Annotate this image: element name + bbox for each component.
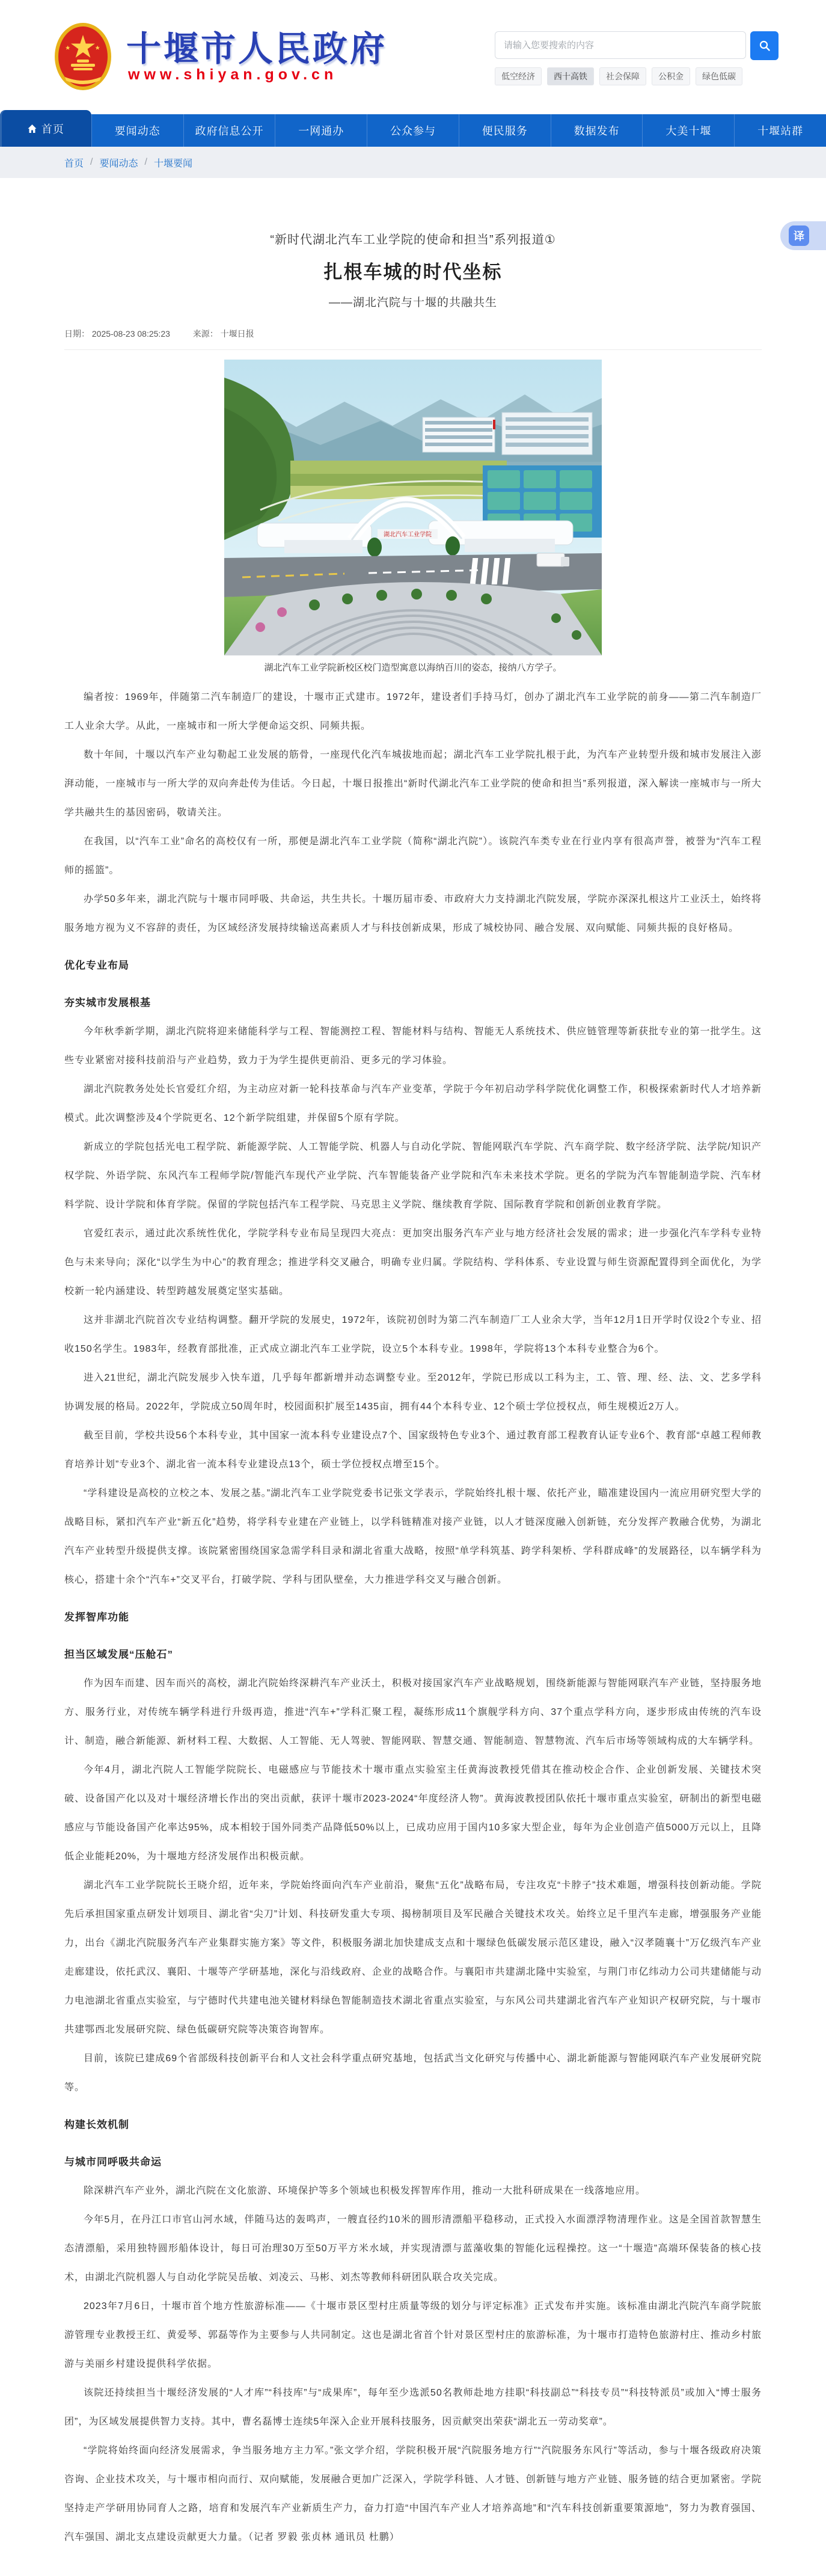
hot-word-tag[interactable]: 绿色低碳	[696, 67, 742, 85]
nav-item-8[interactable]	[734, 114, 826, 147]
hot-word-tag[interactable]: 社会保障	[599, 67, 646, 85]
article-paragraph: 数十年间，十堰以汽车产业勾勒起工业发展的筋骨，一座现代化汽车城拔地而起；湖北汽车工业学院扎根于此，为汽车产业转型升级和城市发展注入澎湃动能，一座城市与一所大学的双向奔赴传为佳话。今日起，十堰日报推出“新时代湖北汽车工业学院的使命和担当”系列报道，深入解读一座城市与一所大学共融共生的基因密码，敬请关注。	[64, 750, 762, 818]
search-box	[495, 31, 779, 60]
article-paragraph: 除深耕汽车产业外，湖北汽院在文化旅游、环境保护等多个领域也积极发挥智库作用，推动一大批科研成果在一线落地应用。	[84, 2186, 646, 2196]
main-nav	[0, 114, 826, 147]
nav-item-label: 要闻动态	[114, 125, 161, 137]
home-icon	[27, 124, 37, 133]
svg-text:湖北汽车工业学院: 湖北汽车工业学院	[384, 532, 432, 538]
site-header	[0, 0, 826, 114]
meta-divider	[64, 349, 762, 350]
breadcrumb-separator: /	[144, 157, 147, 167]
campus-photo	[64, 360, 762, 655]
translate-button[interactable]	[780, 221, 826, 250]
article-paragraph: 今年4月，湖北汽院人工智能学院院长、电磁感应与节能技术十堰市重点实验室主任黄海波教授凭借其在推动校企合作、企业创新发展、关键技术突破、设备国产化以及对十堰经济增长作出的突出贡献，获评十堰市2023-2024“年度经济人物”。黄海波教授团队依托十堰市重点实验室，研制出的新型电磁感应与节能设备国产化率达95%，成本相较于国外同类产品降低50%以上，已成功应用于国内10多家大型企业，每年为企业创造产值5000万元以上，且降低企业能耗20%，为十堰地方经济发展作出积极贡献。	[64, 1765, 762, 1862]
section-heading: 优化专业布局	[64, 960, 129, 971]
article-series-title: “新时代湖北汽车工业学院的使命和担当”系列报道①	[270, 233, 556, 247]
nav-item-3[interactable]	[275, 114, 367, 147]
nav-item-6[interactable]	[551, 114, 643, 147]
article-paragraph: 2023年7月6日，十堰市首个地方性旅游标准——《十堰市景区型村庄质量等级的划分与评定标准》正式发布并实施。该标准由湖北汽院汽车商学院旅游管理专业教授王红、黄爱琴、郭磊等作为主要参与人共同制定。这也是湖北省首个针对景区型村庄的旅游标准，为十堰市打造特色旅游村庄、推动乡村旅游与美丽乡村建设提供科学依据。	[64, 2301, 762, 2369]
hot-word-tag[interactable]: 西十高铁	[547, 67, 594, 85]
section-heading: 与城市同呼吸共命运	[64, 2156, 162, 2168]
breadcrumb-item-2[interactable]: 十堰要闻	[153, 158, 192, 169]
search-icon	[759, 40, 771, 52]
article-paragraph: 湖北汽车工业学院院长王晓介绍，近年来，学院始终面向汽车产业前沿，聚焦“五化”战略布局，专注攻克“卡脖子”技术难题，增强科技创新动能。学院先后承担国家重点研发计划项目、湖北省“尖刀”计划、科技研发重大专项、揭榜制项目及军民融合关键技术攻关。始终立足千里汽车走廊，增强服务产业能力，出台《湖北汽院服务汽车产业集群实施方案》等文件，积极服务湖北加快建成支点和十堰绿色低碳发展示范区建设，融入“汉孝随襄十”万亿级汽车产业走廊建设，依托武汉、襄阳、十堰等产学研基地，深化与沿线政府、企业的战略合作。与襄阳市共建湖北隆中实验室，与荆门市亿纬动力公司共建储能与动力电池湖北省重点实验室，与宁德时代共建电池关键材料绿色智能制造技术湖北省重点实验室，与东风公司共建湖北省汽车产业知识产权研究院，与十堰市共建鄂西北发展研究院、绿色低碳研究院等决策咨询智库。	[64, 1880, 762, 2035]
article-paragraph: 新成立的学院包括光电工程学院、新能源学院、人工智能学院、机器人与自动化学院、智能网联汽车学院、汽车商学院、数字经济学院、法学院/知识产权学院、外语学院、东风汽车工程师学院/智能汽车现代产业学院、汽车智能装备产业学院和汽车未来技术学院。更名的学院为汽车智能制造学院、汽车材料学院、设计学院和体育学院。保留的学院包括汽车工程学院、马克思主义学院、继续教育学院、国际教育学院和创新创业教育学院。	[64, 1142, 762, 1210]
article-paragraph: “学院将始终面向经济发展需求，争当服务地方主力军。”张文学介绍，学院积极开展“汽院服务地方行”“汽院服务东风行”等活动，参与十堰各级政府决策咨询、企业技术攻关，与十堰市相向而行、双向赋能，发展融合更加广泛深入，学院学科链、人才链、创新链与地方产业链、服务链的结合更加紧密。学院坚持走产学研用协同育人之路，培育和发展汽车产业新质生产力，奋力打造“中国汽车产业人才培养高地”和“汽车科技创新重要策源地”，努力为教育强国、汽车强国、湖北支点建设贡献更大力量。（记者 罗毅 张贞林 通讯员 杜鹏）	[64, 2446, 762, 2542]
article-paragraph: 该院还持续担当十堰经济发展的“人才库”“科技库”与“成果库”，每年至少选派50名教师赴地方挂职“科技副总”“科技专员”“科技特派员”或加入“博士服务团”，为区域发展提供智力支持。其中，曹名磊博士连续5年深入企业开展科技服务，因贡献突出荣获“湖北五一劳动奖章”。	[64, 2388, 762, 2427]
nav-item-label: 公众参与	[390, 125, 436, 137]
article-paragraph: 今年5月，在丹江口市官山河水域，伴随马达的轰鸣声，一艘直径约10米的圆形清漂船平稳移动，正式投入水面漂浮物清理作业。这是全国首款智慧生态清漂船，采用独特圆形船体设计，每日可治理30万至50万平方米水域，并实现清漂与蓝藻收集的智能化远程操控。这一“十堰造”高端环保装备的核心技术，由湖北汽院机器人与自动化学院吴岳敏、刘凌云、马彬、刘杰等教师科研团队联合攻关完成。	[64, 2215, 762, 2283]
hot-words	[495, 67, 742, 85]
breadcrumb-bar	[0, 147, 826, 178]
article-paragraph: 在我国，以“汽车工业”命名的高校仅有一所，那便是湖北汽车工业学院（简称“湖北汽院”）。该院汽车类专业在行业内享有很高声誉，被誉为“汽车工程师的摇篮”。	[64, 836, 762, 876]
site-title: 十堰市人民政府	[126, 28, 388, 69]
article-subtitle: ——湖北汽院与十堰的共融共生	[328, 296, 497, 309]
article-meta	[64, 328, 762, 340]
site-url: www.shiyan.gov.cn	[128, 66, 338, 83]
nav-item-label: 首页	[41, 123, 64, 135]
article-paragraph: 编者按：1969年，伴随第二汽车制造厂的建设，十堰市正式建市。1972年，建设者们手持马灯，创办了湖北汽车工业学院的前身——第二汽车制造厂工人业余大学。从此，一座城市和一所大学便命运交织、同频共振。	[64, 692, 762, 731]
nav-item-label: 大美十堰	[665, 125, 712, 137]
date-label: 日期：	[64, 329, 90, 339]
nav-item-5[interactable]	[459, 114, 551, 147]
article-paragraph: 进入21世纪，湖北汽院发展步入快车道，几乎每年都新增并动态调整专业。至2012年，学院已形成以工科为主，工、管、理、经、法、文、艺多学科协调发展的格局。2022年，学院成立50周年时，校园面积扩展至1435亩，拥有44个本科专业、12个硕士学位授权点，师生规模近2万人。	[64, 1373, 762, 1412]
photo-caption: 湖北汽车工业学院新校区校门造型寓意以海纳百川的姿态，接纳八方学子。	[264, 663, 562, 673]
source-label: 来源：	[192, 329, 218, 339]
article-paragraph: 截至目前，学校共设56个本科专业，其中国家一流本科专业建设点7个、国家级特色专业3个、通过教育部工程教育认证专业6个、教育部“卓越工程师教育培养计划”专业3个、湖北省一流本科专业建设点13个，硕士学位授权点增至15个。	[64, 1431, 762, 1470]
nav-item-7[interactable]	[642, 114, 734, 147]
section-heading: 发挥智库功能	[64, 1612, 129, 1623]
section-heading: 担当区域发展“压舱石”	[64, 1649, 173, 1660]
article-paragraph: 办学50多年来，湖北汽院与十堰市同呼吸、共命运，共生共长。十堰历届市委、市政府大力支持湖北汽院发展，学院亦深深扎根这片工业沃土，始终将服务地方视为义不容辞的责任，为区域经济发展持续输送高素质人才与科技创新成果，形成了城校协同、融合发展、双向赋能、同频共振的良好格局。	[64, 894, 762, 933]
article-date: 2025-08-23 08:25:23	[91, 329, 170, 339]
nav-item-label: 便民服务	[482, 125, 528, 137]
article-body	[64, 683, 762, 2576]
nav-item-label: 十堰站群	[757, 125, 804, 137]
breadcrumb-item-0[interactable]: 首页	[64, 158, 84, 169]
nav-item-label: 数据发布	[574, 125, 620, 137]
hot-word-tag[interactable]: 低空经济	[495, 67, 542, 85]
nav-item-label: 一网通办	[298, 125, 344, 137]
nav-item-label: 政府信息公开	[195, 125, 264, 137]
article-paragraph: 作为因车而建、因车而兴的高校，湖北汽院始终深耕汽车产业沃土，积极对接国家汽车产业战略规划，围绕新能源与智能网联汽车产业链，坚持服务地方、服务行业，对传统车辆学科进行升级再造，推进“汽车+”学科汇聚工程，凝练形成11个旗舰学科方向、37个重点学科方向，逐步形成由传统的汽车设计、制造，融合新能源、新材料工程、大数据、人工智能、无人驾驶、智能网联、智慧交通、智能制造、智慧物流、汽车后市场等领域构成的大车辆学科。	[64, 1678, 762, 1746]
search-input[interactable]	[495, 31, 746, 59]
section-heading: 夯实城市发展根基	[64, 997, 151, 1008]
article-paragraph: 今年秋季新学期，湖北汽院将迎来储能科学与工程、智能测控工程、智能材料与结构、智能无人系统技术、供应链管理等新获批专业的第一批学生。这些专业紧密对接科技前沿与产业趋势，致力于为学生提供更前沿、更多元的学习体验。	[64, 1026, 762, 1066]
nav-item-2[interactable]	[183, 114, 275, 147]
breadcrumb-item-1[interactable]: 要闻动态	[99, 158, 138, 169]
hot-word-tag[interactable]: 公积金	[652, 67, 690, 85]
article-paragraph: 湖北汽院教务处处长官爱红介绍，为主动应对新一轮科技革命与汽车产业变革，学院于今年初启动学科学院优化调整工作，积极探索新时代人才培养新模式。此次调整涉及4个学院更名、12个新学院组建，并保留5个原有学院。	[64, 1084, 762, 1123]
article-paragraph: 官爱红表示，通过此次系统性优化，学院学科专业布局呈现四大亮点：更加突出服务汽车产业与地方经济社会发展的需求；进一步强化汽车学科专业特色与未来导向；深化“以学生为中心”的教育理念；推进学科交叉融合，明确专业归属。学院结构、学科体系、专业设置与师生资源配置得到全面优化，为学校新一轮内涵建设、转型跨越发展奠定坚实基础。	[64, 1228, 762, 1296]
translate-icon: 译	[789, 225, 809, 246]
breadcrumb-separator: /	[90, 157, 93, 167]
article	[64, 178, 762, 2576]
search-button[interactable]	[750, 31, 779, 60]
nav-item-0[interactable]	[0, 110, 91, 147]
article-paragraph: 目前，该院已建成69个省部级科技创新平台和人文社会科学重点研究基地，包括武当文化研究与传播中心、湖北新能源与智能网联汽车产业发展研究院等。	[64, 2053, 762, 2093]
breadcrumb	[64, 147, 762, 178]
article-paragraph: 这并非湖北汽院首次专业结构调整。翻开学院的发展史，1972年，该院初创时为第二汽车制造厂工人业余大学，当年12月1日开学时仅设2个专业、招收150名学生。1983年，经教育部批准，正式成立湖北汽车工业学院，设立5个本科专业。1998年，学院将13个本科专业整合为6个。	[64, 1315, 762, 1354]
article-source: 十堰日报	[220, 329, 254, 339]
article-paragraph: “学科建设是高校的立校之本、发展之基。”湖北汽车工业学院党委书记张文学表示，学院始终扎根十堰、依托产业，瞄准建设国内一流应用研究型大学的战略目标，紧扣汽车产业“新五化”趋势，将学科专业建在产业链上，以学科链精准对接产业链，以人才链深度融入创新链，充分发挥产教融合优势，为湖北汽车产业转型升级提供支撑。该院紧密围绕国家急需学科目录和湖北省重大战略，按照“单学科筑基、跨学科架桥、学科群成峰”的发展路径，以车辆学科为核心，搭建十余个“汽车+”交叉平台，打破学院、学科与团队壁垒，大力推进学科交叉与融合创新。	[64, 1488, 762, 1585]
section-heading: 构建长效机制	[64, 2119, 129, 2130]
national-emblem-logo	[53, 22, 113, 94]
nav-item-1[interactable]	[91, 114, 183, 147]
nav-item-4[interactable]	[367, 114, 459, 147]
article-title: 扎根车城的时代坐标	[323, 262, 503, 283]
